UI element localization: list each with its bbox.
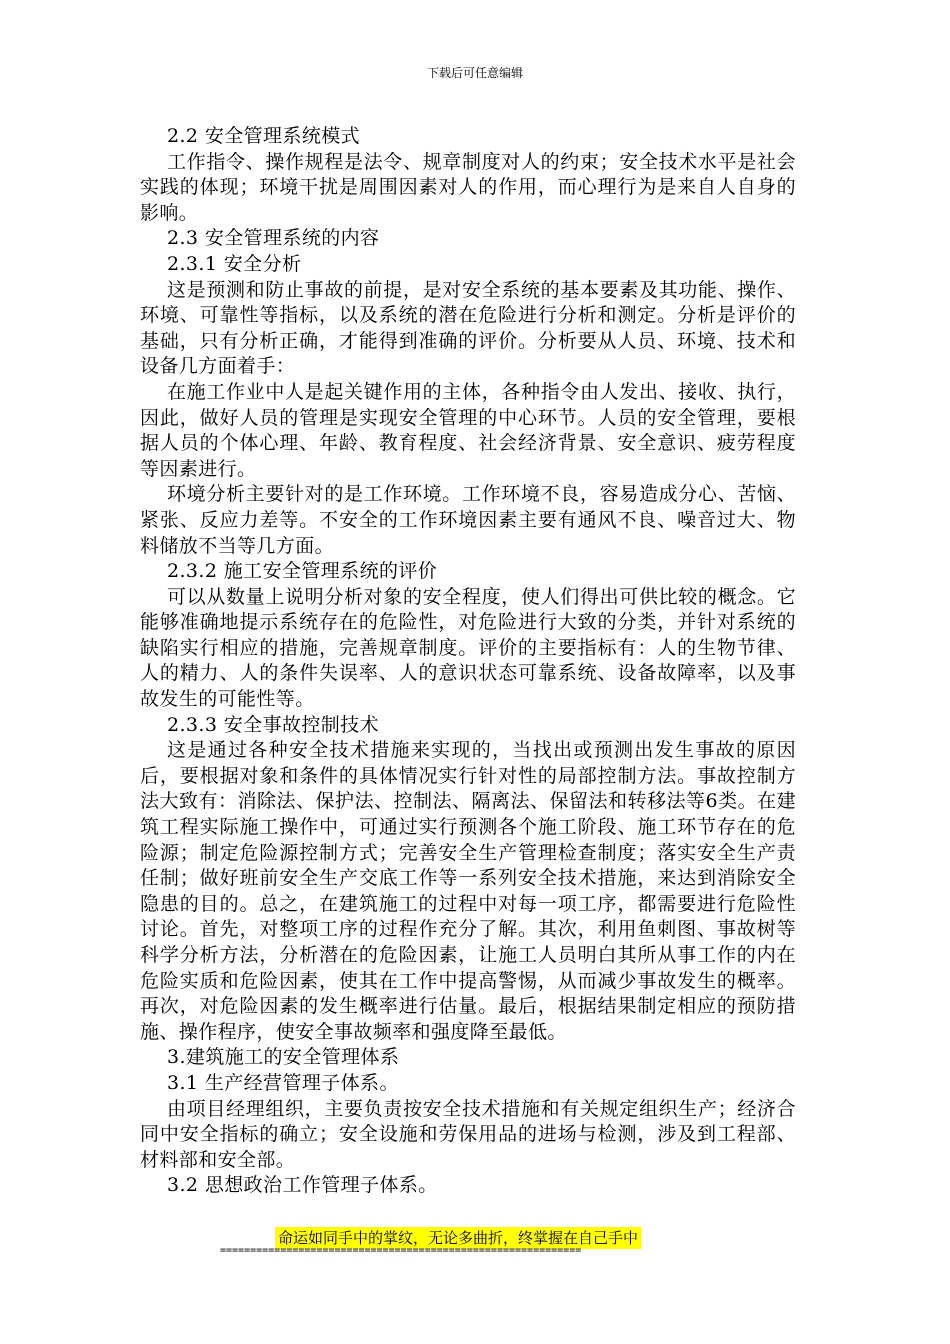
paragraph: 这是预测和防止事故的前提，是对安全系统的基本要素及其功能、操作、环境、可靠性等指标，以及系统的潜在危险进行分析和测定。分析是评价的基础，只有分析正确，才能得到准确的评价。分析要从人员、环境、技术和设备几方面着手：: [140, 278, 796, 378]
footer-motto: 命运如同手中的掌纹，无论多曲折，终掌握在自己手中: [275, 1227, 641, 1249]
paragraph: 工作指令、操作规程是法令、规章制度对人的约束；安全技术水平是社会实践的体现；环境干扰是周围因素对人的作用，而心理行为是来自人自身的影响。: [140, 150, 796, 224]
section-heading-3-2: 3.2 思想政治工作管理子体系。: [167, 1174, 438, 1197]
paragraph: 这是通过各种安全技术措施来实现的，当找出或预测出发生事故的原因后，要根据对象和条件的具体情况实行针对性的局部控制方法。事故控制方法大致有：消除法、保护法、控制法、隔离法、保留法和转移法等6类。在建筑工程实际施工操作中，可通过实行预测各个施工阶段、施工环节存在的危险源；制定危险源控制方式；完善安全生产管理检查制度；落实安全生产责任制；做好班前安全生产交底工作等一系列安全技术措施，来达到消除安全隐患的目的。总之，在建筑施工的过程中对每一项工序，都需要进行危险性讨论。首先，对整项工序的过程作充分了解。其次，利用鱼刺图、事故树等科学分析方法，分析潜在的危险因素，让施工人员明白其所从事工作的内在危险实质和危险因素，使其在工作中提高警惕，从而减少事故发生的概率。再次，对危险因素的发生概率进行估量。最后，根据结果制定相应的预防措施、操作程序，使安全事故频率和强度降至最低。: [140, 739, 796, 1043]
section-heading-2-2: 2.2 安全管理系统模式: [167, 125, 361, 147]
section-heading-2-3: 2.3 安全管理系统的内容: [167, 227, 380, 250]
section-heading-2-3-3: 2.3.3 安全事故控制技术: [167, 713, 379, 736]
document-body: [140, 124, 796, 1199]
paragraph: 可以从数量上说明分析对象的安全程度，使人们得出可供比较的概念。它能够准确地提示系统存在的危险性，对危险进行大致的分类，并针对系统的缺陷实行相应的措施，完善规章制度。评价的主要指标有：人的生物节律、人的精力、人的条件失误率、人的意识状态可靠系统、设备故障率，以及事故发生的可能性等。: [140, 585, 796, 711]
section-heading-2-3-1: 2.3.1 安全分析: [167, 252, 302, 275]
paragraph: 在施工作业中人是起关键作用的主体，各种指令由人发出、接收、执行，因此，做好人员的管理是实现安全管理的中心环节。人员的安全管理，要根据人员的个体心理、年龄、教育程度、社会经济背景、安全意识、疲劳程度等因素进行。: [140, 380, 796, 480]
footer-rule: ============================================================: [220, 1245, 582, 1256]
section-heading-2-3-2: 2.3.2 施工安全管理系统的评价: [167, 560, 438, 583]
page-header: 下载后可任意编辑: [426, 66, 523, 80]
paragraph: 由项目经理组织，主要负责按安全技术措施和有关规定组织生产；经济合同中安全指标的确立；安全设施和劳保用品的进场与检测，涉及到工程部、材料部和安全部。: [140, 1097, 796, 1171]
paragraph: 环境分析主要针对的是工作环境。工作环境不良，容易造成分心、苦恼、紧张、反应力差等。不安全的工作环境因素主要有通风不良、噪音过大、物料储放不当等几方面。: [140, 483, 796, 557]
section-heading-3: 3.建筑施工的安全管理体系: [167, 1046, 400, 1069]
section-heading-3-1: 3.1 生产经营管理子体系。: [167, 1071, 399, 1094]
